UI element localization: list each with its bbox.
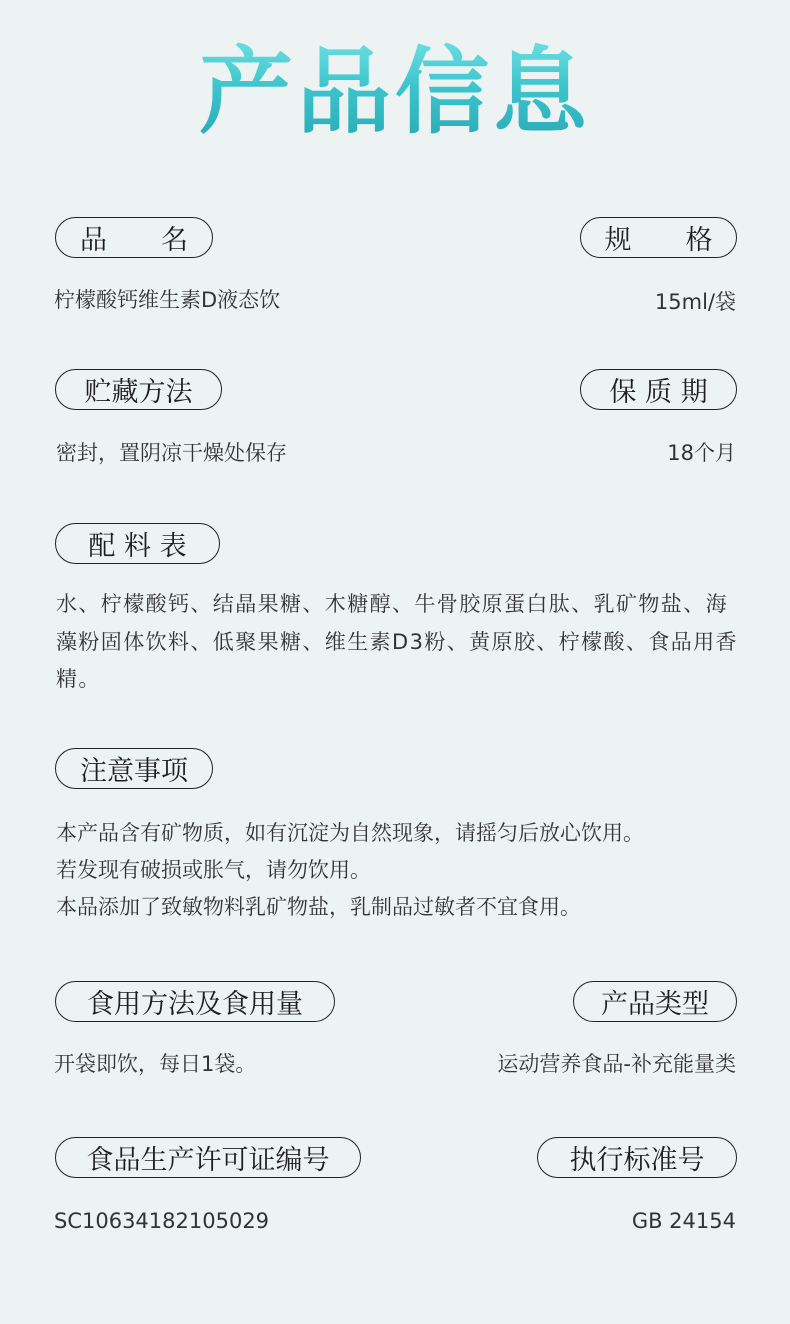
- standard-value: GB 24154: [631, 1209, 736, 1233]
- usage-label: 食用方法及食用量: [55, 981, 335, 1022]
- notes-label: 注意事项: [55, 748, 213, 789]
- usage-value: 开袋即饮，每日1袋。: [54, 1052, 257, 1076]
- ingredients-value: 水、柠檬酸钙、结晶果糖、木糖醇、牛骨胶原蛋白肽、乳矿物盐、海藻粉固体饮料、低聚果糖、维生素D3粉、黄原胶、柠檬酸、食品用香精。: [56, 592, 738, 691]
- product-name-label: 品 名: [55, 217, 213, 258]
- product-name-value: 柠檬酸钙维生素D液态饮: [54, 288, 281, 312]
- category-value: 运动营养食品-补充能量类: [497, 1052, 736, 1076]
- notes-line: 若发现有破损或胀气，请勿饮用。: [56, 858, 371, 882]
- shelf-life-label: 保 质 期: [580, 369, 737, 410]
- notes-block: [56, 815, 756, 926]
- page-title: 产品信息: [0, 38, 790, 148]
- storage-label: 贮藏方法: [55, 369, 222, 410]
- spec-label: 规 格: [580, 217, 737, 258]
- license-label: 食品生产许可证编号: [55, 1137, 361, 1178]
- ingredients-label: 配 料 表: [55, 523, 220, 564]
- standard-label: 执行标准号: [537, 1137, 737, 1178]
- notes-line: 本产品含有矿物质，如有沉淀为自然现象，请摇匀后放心饮用。: [56, 821, 644, 845]
- shelf-life-value: 18个月: [667, 441, 736, 465]
- spec-value: 15ml/袋: [654, 290, 736, 314]
- storage-value: 密封，置阴凉干燥处保存: [56, 441, 287, 465]
- category-label: 产品类型: [573, 981, 737, 1022]
- notes-line: 本品添加了致敏物料乳矿物盐，乳制品过敏者不宜食用。: [56, 895, 581, 919]
- license-value: SC10634182105029: [54, 1209, 270, 1233]
